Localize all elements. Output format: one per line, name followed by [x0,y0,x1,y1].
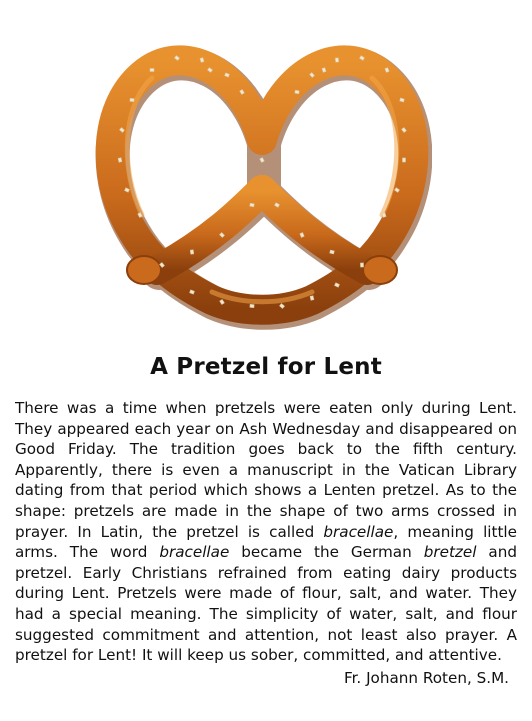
salt-grain [130,98,134,101]
salt-grain [250,304,254,307]
salt-grain [400,98,405,102]
salt-grain [200,58,204,63]
page-title: A Pretzel for Lent [150,354,382,380]
pretzel-image [92,30,432,340]
salt-grain [360,263,363,267]
german-word: bretzel [423,543,477,562]
salt-grain [295,90,299,94]
body-text-4: and pretzel. Early Christians refrained from eating dairy products during Lent. Pretzels were made of flour, salt, and water. They had a special meaning. The simplicity of water, salt, and flour suggested commitment and attention, not least also prayer. A pretzel for Lent! It will keep us sober, committed, and attentive. [15,543,517,665]
latin-word-repeat: bracellae [159,543,230,562]
body-text-1: There was a time when pretzels were eaten only during Lent. They appeared each year on Ash Wednesday and disappeared on Good Friday. The tradition goes back to the fifth century. Apparently, there is even a manuscript in the Vatican Library dating from that period which shows a Lenten pretzel. As to the shape: pretzels are made in the shape of two arms crossed in prayer. In Latin, the pretzel is called [15,399,517,541]
salt-grain [402,158,405,162]
salt-grain [335,58,338,62]
salt-grain [310,296,314,301]
body-text-2: , meaning little arms. The word [15,522,517,562]
salt-grain [150,69,154,72]
body-text-3: became the German [229,543,424,562]
pretzel-icon [92,30,432,340]
article-body [15,398,517,666]
salt-grain [250,203,254,207]
salt-grain [330,250,335,254]
author-signature: Fr. Johann Roten, S.M. [343,669,509,687]
salt-grain [190,250,193,254]
latin-word: bracellae [323,522,394,541]
salt-grain [118,158,122,162]
